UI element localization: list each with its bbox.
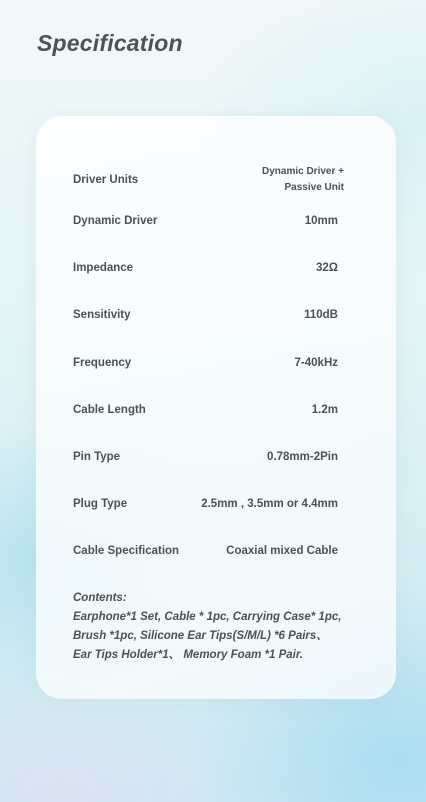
spec-label: Sensitivity <box>73 309 131 321</box>
spec-row-dynamic-driver <box>73 215 338 227</box>
spec-label: Plug Type <box>73 498 128 510</box>
spec-value: 10mm <box>304 215 338 227</box>
spec-label: Cable Length <box>73 404 146 416</box>
spec-value-line: Dynamic Driver + <box>262 166 344 177</box>
spec-row-plug-type <box>73 498 338 510</box>
spec-value: 7-40kHz <box>294 357 338 369</box>
spec-label: Frequency <box>73 357 132 369</box>
spec-row-frequency <box>73 357 338 369</box>
contents-line: Ear Tips Holder*1、 Memory Foam *1 Pair. <box>73 649 303 661</box>
spec-label: Driver Units <box>73 174 139 186</box>
page-title: Specification <box>37 30 183 56</box>
spec-value-line: Passive Unit <box>284 182 344 193</box>
spec-row-cable-length <box>73 404 338 416</box>
specification-card <box>36 116 396 699</box>
spec-label: Cable Specification <box>73 545 180 557</box>
contents-line: Brush *1pc, Silicone Ear Tips(S/M/L) *6 Pairs、 <box>73 630 328 642</box>
spec-value: 110dB <box>304 309 338 321</box>
spec-label: Dynamic Driver <box>73 215 158 227</box>
spec-row-impedance <box>73 262 338 274</box>
spec-label: Pin Type <box>73 451 121 463</box>
spec-value: 2.5mm , 3.5mm or 4.4mm <box>201 498 338 510</box>
spec-value: 0.78mm-2Pin <box>267 451 338 463</box>
spec-label: Impedance <box>73 262 134 274</box>
spec-value: Coaxial mixed Cable <box>226 545 338 557</box>
spec-row-driver-units <box>73 164 344 196</box>
spec-value <box>262 164 344 196</box>
spec-row-pin-type <box>73 451 338 463</box>
spec-value: 32Ω <box>315 262 338 274</box>
spec-value: 1.2m <box>311 404 338 416</box>
spec-row-sensitivity <box>73 309 338 321</box>
package-contents <box>73 589 363 665</box>
spec-row-cable-specification <box>73 545 338 557</box>
contents-heading: Contents: <box>73 592 127 604</box>
contents-line: Earphone*1 Set, Cable * 1pc, Carrying Case* 1pc, <box>73 611 342 623</box>
